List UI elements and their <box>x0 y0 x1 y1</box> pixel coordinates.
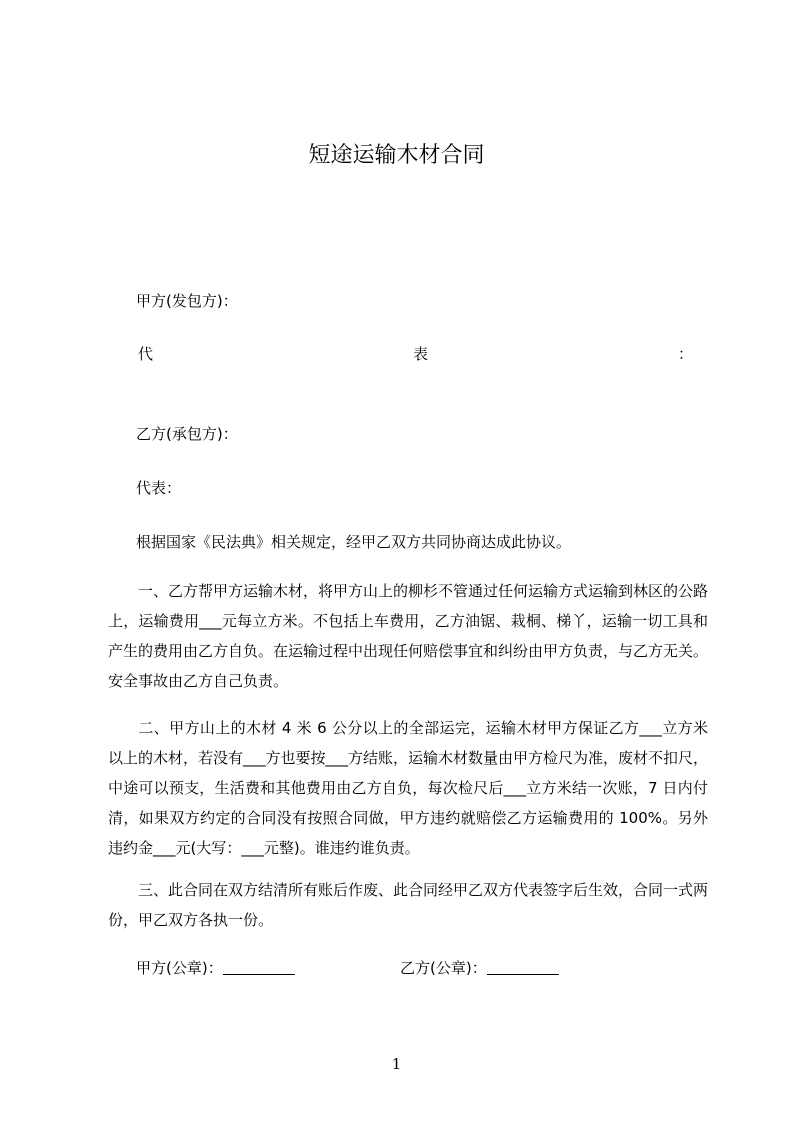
seal-a-label: 甲方(公章)： <box>136 959 223 977</box>
intro-paragraph: 根据国家《民法典》相关规定，经甲乙双方共同协商达成此协议。 <box>136 533 572 551</box>
clause-3 <box>108 875 708 935</box>
clause-2-text: 二、甲方山上的木材 4 米 6 公分以上的全部运完，运输木材甲方保证乙方___立方米以上的木材，若没有___方也要按___方结账，运输木材数量由甲方检尺为准，废材不扣尺，中途可以预支，生活费和其他费用由乙方自负，每次检尺后___立方米结一次账，7 日内付清，如果双方约定的合同没有按照合同做，甲方违约就赔偿乙方运输费用的 100%。另外违约金___元(大写：___元整)。谁违约谁负责。 <box>108 719 709 857</box>
seal-b-blank <box>487 960 559 975</box>
party-b-label: 乙方(承包方)： <box>136 425 238 443</box>
clause-1-text: 一、乙方帮甲方运输木材，将甲方山上的柳杉不管通过任何运输方式运输到林区的公路上，运输费用___元每立方米。不包括上车费用，乙方油锯、栽桐、梯丫，运输一切工具和产生的费用由乙方自负。在运输过程中出现任何赔偿事宜和纠纷由甲方负责，与乙方无关。安全事故由乙方自己负责。 <box>108 582 709 690</box>
seal-b-label: 乙方(公章)： <box>400 959 487 977</box>
clause-1 <box>108 576 708 696</box>
seal-b <box>400 958 559 978</box>
document-title: 短途运输木材合同 <box>308 143 485 168</box>
party-a-label: 甲方(发包方)： <box>136 292 238 310</box>
seal-a <box>136 958 295 978</box>
rep-a-colon: ： <box>678 345 694 363</box>
seal-a-blank <box>223 960 295 975</box>
rep-a-char2: 表 <box>413 345 429 363</box>
page-number: 1 <box>391 1055 402 1073</box>
rep-b-label: 代表： <box>136 479 182 497</box>
clause-2 <box>108 713 708 863</box>
clause-3-text: 三、此合同在双方结清所有账后作废、此合同经甲乙双方代表签字后生效，合同一式两份，甲乙双方各执一份。 <box>108 881 709 929</box>
rep-a-char1: 代 <box>138 345 154 363</box>
